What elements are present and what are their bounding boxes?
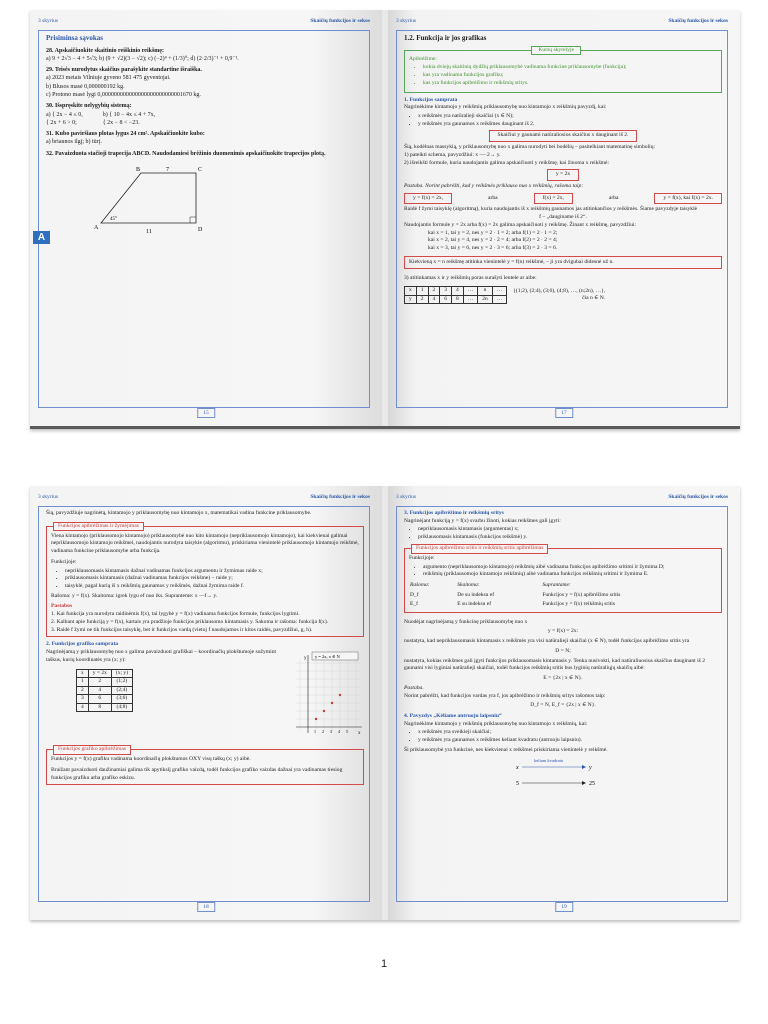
list-item: • x reikšmės yra natūralieji skaičiai (x ∈ N); [418,113,722,121]
table-cell: … [463,287,478,296]
definition-caption: Funkcijos grafiko apibrėžimas [53,745,131,755]
x-axis-label: x [358,731,361,737]
table-header-cell: x [77,669,89,678]
header-topic: Skaičių funkcijos ir sekos [668,494,728,500]
notation-table [409,581,717,610]
x-tick: 1 [314,729,316,735]
trapezoid-figure [86,161,226,241]
page-header [38,494,370,506]
table-cell: Funkcijos y = f(x) reikšmių sritis [542,601,615,608]
calc-line: kai x = 1, tai y = 2, nes y = 2 · 1 = 2; arba f(1) = 2 · 1 = 2; [428,229,558,236]
table-cell: 2n [478,295,493,304]
section-heading: 4. Pavyzdys „Kėliame antruoju laipsniu“ [404,712,502,719]
list-item: • argumento (nepriklausomojo kintamojo) reikšmių aibė vadinama funkcijos apibrėžimo sritimi ir žymima D; [423,564,717,572]
list-item: • reikšmių (priklausomojo kintamojo reikšmių) aibė vadinama funkcijos reikšmių sritimi ir žymima E. [423,571,717,579]
body-text: Šią, kodėlnas massykią, y priklausomybę nuo x galima nurodyti bei bodėlių – pasitelkiant matematinę simbolių: [404,144,656,151]
table-cell: n [478,287,493,296]
arrow-head-icon [582,765,586,769]
table-cell: 2 [416,295,428,304]
y-axis-label: y [304,656,307,662]
notes-title: Pastabos [51,603,73,610]
top-side-length: 7 [166,166,169,173]
graph-point [315,718,317,720]
list-item: • y reikšmės yra gaunamos x reikšmes keliant kvadratu (antruoju laipsniu). [418,737,722,745]
table-cell: … [492,295,507,304]
bottom-side-length: 11 [146,228,152,235]
exercise-29-c: c) Protono masė lygi 0,000000000000000000000000001670 kg. [46,91,201,98]
table-cell: … [463,295,478,304]
lesson-title: 1.2. Funkcija ir jos grafikas [404,34,487,42]
table-cell: E su indeksu ef [457,601,492,608]
scheme-to: 25 [589,780,595,787]
x-tick: 5 [346,729,348,735]
page-right-17 [388,10,740,426]
functions-label: Funkcijoje: [51,558,77,565]
body-text: nustatyta, kad nepriklausomasis kintamasis x reikšmės yra visi natūralieji skaičiai (x ∈ N), todėl funkcijos apibrėžimo sritis yra [404,638,690,645]
definition-box [46,522,364,638]
list-item: • priklausomasis kintamasis (funkcijos reikšmė) y. [418,534,722,542]
definition-text: Braižant pavaizduoti daužinamiai galima tik apytikslį grafiko vaizdą, todėl funkcijos grafiko vaizdas dažnai yra vadinamas tiesiog funkcijos grafiku arba grafiko eskizu. [51,766,343,781]
page-number: 18 [197,902,215,912]
table-cell: 4 [77,703,89,712]
graph-point [331,702,333,704]
graph-definition-box [46,746,364,785]
section-heading: 3. Funkcijos apibrėžimo ir reikšmių sritys [404,510,504,516]
page-header [396,494,728,506]
table-cell: x [405,287,417,296]
page-content [46,34,364,244]
set-notation: {(1;2), (2;4), (3;6), (4;8), …, (n;2n), …}, [513,287,606,294]
exercise-28 [46,47,364,64]
exercise-28-title: 28. Apskaičiuokite skaitinio reiškinio reikšmę: [46,47,164,54]
table-cell: … [492,287,507,296]
scheme-y: y [589,764,592,771]
boxed-statement: Kiekvieną x = n reikšmę atitinka vienintelė y = f(n) reikšmė, – ji yra dvigubai didesnė už n. [404,256,722,270]
list-item: • x reikšmės yra sveikieji skaičiai; [418,729,722,737]
book-spread-top [30,10,740,429]
exercise-29-title: 29. Teisės nurodytus skaičius parašykite standartine išraiška. [46,67,202,74]
table-cell: 3 [440,287,452,296]
page-content [404,510,722,792]
table-cell: (1;2) [111,678,132,687]
graph-table [76,669,133,713]
exercise-29-b: b) Blusos masė 0,000000192 kg. [46,83,125,90]
graph-legend: y = 2x, x ∈ N [315,654,340,660]
x-tick: 3 [330,729,332,735]
page-number: 19 [555,902,573,912]
table-header-cell: y = 2x [88,669,111,678]
function-graph [292,649,364,739]
column-header: Suprantame: [542,582,571,589]
header-chapter: 3 skyrius [38,494,59,500]
side-marker-a: A [33,231,50,244]
definition-text: Viena kintamojo (priklausomojo kintamojo) priklausomybė nuo kito kintamojo (nepriklausomojo kintamojo), kai kiekvienai galimai nepriklausomojo kintamojo reikšmei, naudojantis nurodyta taisykle (algoritmu), priskiriama vienintelė priklausomojo kintamojo reikšmė, vadinama funkcine priklausomybe arba funkcija. [51,532,359,555]
page-header [38,18,370,30]
arrow-head-icon [582,781,586,785]
list-item: • taisyklė, pagal kurią iš x reikšmių gaunamos y reikšmės, dažnai žymima raide f. [65,583,359,591]
header-chapter: 3 skyrius [396,18,417,24]
exercise-32-title: 32. Pavaizduota stačioji trapecija ABCD. Naudodamiesi brėžinio duomenimis apskaičiuokite trapecijos plotą. [46,150,326,157]
definition-box [404,544,722,613]
body-text: 1) pateikti schema, pavyzdžiui: x —·2→ y. [404,151,501,158]
exercise-30-title: 30. Išspręskite nelygybių sistemą: [46,103,132,110]
definition-text: Funkcijos y = f(x) grafiku vadinama koordinačių plokštumos OXY visų taškų (x; y) aibė. [51,756,251,763]
note-item: 2. Kalbant apie funkciją y = f(x), kartais yra pradžioje funkcijos priklausomo kintamasis y. Sakoma ir rašoma: funkcija f(x). [51,618,329,625]
scheme-from: 5 [516,780,519,787]
or-word: arba [608,194,619,201]
table-cell: 4 [428,295,440,304]
formula: E = {2x | x ∈ N}. [543,675,583,682]
goal-item: • kas yra funkcijos apibrėžimo ir reikšmių sritys. [423,80,717,88]
list-item: • nepriklausomasis kintamasis dažnai vadinamas funkcijos argumentu ir žymimas raide x; [65,568,359,576]
x-tick: 4 [338,729,340,735]
exercise-29-a: a) 2023 metais Vilniuje gyveno 581 475 gyventojai. [46,75,171,82]
note-text: Norint pabrėžti, kad funkcijos vardas yra f, jos apibrėžimo ir reikšmių sritys rašomos taip: [404,692,606,699]
exercise-30-a1: a) { 2x − 4 ≤ 0, [46,111,83,118]
table-cell: 1 [77,678,89,687]
body-text: Nuodėjat nagrinėjamą y funkcinę priklausomybę nuo x [404,618,528,625]
mapping-scheme [494,755,614,789]
section-title: Prisiminsa sąvokas [46,34,103,42]
column-header: Rašoma: [410,582,430,589]
table-cell: Funkcijos y = f(x) apibrėžimo sritis [542,591,621,598]
table-cell: 4 [88,686,111,695]
exercise-31 [46,130,364,147]
vertex-d: D [198,226,203,233]
header-topic: Skaičių funkcijos ir sekos [310,18,370,24]
table-cell: De su indeksu ef [457,591,495,598]
list-item: • priklausomasis kintamasis (dažnai vadinamas funkcijos reikšme) – raide y; [65,575,359,583]
calc-line: kai x = 2, tai y = 4, nes y = 2 · 2 = 4; arba f(2) = 2 · 2 = 4; [428,237,558,244]
note-item: 3. Raidė f žymi ne tik funkcijos taisyklę, bet ir funkcijos vardą (vietoj f naudojamos ir kitos raidės, pavyzdžiui, g, h). [51,626,313,633]
set-condition: čia n ∈ N. [582,295,606,302]
graph-point [339,694,341,696]
table-cell: 8 [452,295,464,304]
body-text: Nagrinėjamą y priklausomybę nuo x galima pavaizduoti grafiškai – koordinačių plokštumoje sužymint taškus, kurių koordinatės yra (x; y): [46,649,277,663]
page-right-19 [388,486,740,920]
section-heading: 1. Funkcijos samprata [404,96,458,103]
exercise-31-body: a) briaunos ilgį; b) tūrį. [46,139,102,146]
formula-box: y = f(x) = 2x, [404,193,452,205]
body-text: Nagrinėkime kintamojo y reikšmių priklausomybę nuo kintamojo x reikšmių, kai: [404,720,588,727]
page-number: 15 [197,408,215,418]
exercise-32 [46,150,364,158]
exercise-30 [46,102,364,127]
table-cell: D_f [410,591,419,598]
formula-box: f(x) = 2x, [534,193,573,205]
body-text: Ši priklausomybė yra funkcinė, nes kiekvienai x reikšmei priskiriama vienintelė y reikšmė. [404,746,608,753]
note-title: Pastaba. [404,684,424,691]
body-text: Naudojantis formule y = 2x arba f(x) = 2x galima apskaičiuoti y reikšmę. Žinant x reikšmę, pavyzdžiui: [404,221,637,228]
formula-box: y = f(x), kai f(x) = 2x. [654,193,722,205]
header-topic: Skaičių funkcijos ir sekos [310,494,370,500]
page-content [404,34,722,304]
goals-caption: Kursų skyrelyje [531,46,581,56]
exercise-29 [46,66,364,99]
section-heading: 2. Funkcijos grafiko samprata [46,641,119,648]
value-table [404,286,507,304]
table-cell: 4 [452,287,464,296]
formula: D = N; [555,647,571,654]
table-cell: 2 [77,686,89,695]
definition-caption: Funkcijos apibrėžimo sritis ir reikšmių sritis apibrėžimas [411,544,548,554]
scheme-x: x [516,764,519,771]
exercise-30-b2: { 2x − 8 < −23. [102,119,140,126]
scheme-label: keliam kvadratu [534,757,564,763]
angle-label: 45° [110,216,117,222]
graph-grid [296,659,360,731]
table-cell: 6 [440,295,452,304]
goals-box [404,46,722,93]
table-cell: (4;8) [111,703,132,712]
body-text: nustatyta, kokias reikšmes gali įgyti funkcijos priklausomasis kintamasis y. Tenka nusivokti, kad natūraliuosius skaičius dauginant iš 2 gaunami visi lyginiai natūralieji skaičiai, todėl funkcijos reikšmių sritis bus lyginių natūraliųjų skaičių aibė: [404,657,706,672]
functions-label: Funkcijoje: [409,554,435,561]
table-cell: y [405,295,417,304]
vertex-c: C [198,166,203,173]
formula: y = f(x) = 2x: [547,628,579,635]
exercise-28-body: a) 9 + 2√3 − 4 + 5√3; b) (9 + √2)(3 − √2); c) (−2)⁴ + (1/3)⁰; d) (2·2/3)⁻¹ + 0,9⁻¹. [46,55,239,62]
vertex-b: B [136,166,141,173]
exercise-31-title: 31. Kubo paviršiaus plotas lygus 24 cm². Apskaičiuokite kubo: [46,131,205,138]
list-item: • nepriklausomasis kintamasis (argumentas) x; [418,526,722,534]
book-spread-bottom [30,486,740,920]
header-chapter: 3 skyrius [396,494,417,500]
table-cell: E_f [410,601,418,608]
body-text: f – „dauginame iš 2“. [539,214,587,221]
table-cell: 8 [88,703,111,712]
table-cell: 1 [416,287,428,296]
table-cell: (2;4) [111,686,132,695]
header-chapter: 3 skyrius [38,18,59,24]
goal-item: • kokia dviejų skaitinių dydžių priklausomybė vadinama funkcine priklausomybe (funkcija); [423,64,717,72]
note-item: 1. Kai funkcija yra nurodyta raidinėmis f(x), tai lygybė y = f(x) vadinama funkcijos formule, funkcijos lygtimi. [51,611,300,618]
intro-text: Šią, pavyzdžiuje nagrinėtą, kintamojo y priklausomybę nuo kintamojo x, matematikai vadina funkcine priklausomybe. [46,510,312,516]
formula-box: y = 2x [547,169,579,181]
goal-item: • kas yra vadinama funkcijos grafiku; [423,72,717,80]
body-text: 2) išreikšti formule, kuria naudojantis galima apskaičiuoti y reikšmę, kai žinoma x reikšmė: [404,159,610,166]
page-left-18 [30,486,382,920]
page-header [396,18,728,30]
boxed-statement: Skaičiui y gaunami natūraliosios skaičius x dauginant iš 2. [489,130,638,142]
x-tick: 2 [322,729,324,735]
intro-text: Nagrinėjant funkciją y = f(x) svarbu žinoti, kokias reikšmes gali įgyti: [404,517,561,524]
trapezoid-shape [101,173,196,223]
note-text: Pastaba. Norint pabrėžti, kad y reikšmės priklauso nuo x reikšmių, rašoma taip: [404,183,584,189]
sheet-page-number: 1 [380,958,388,970]
list-item: • y reikšmės yra gaunamos x reikšmes dauginant iš 2. [418,121,722,129]
table-header-cell: (x; y) [111,669,132,678]
vertex-a: A [94,224,99,231]
body-text: Raidė f žymi taisyklę (algoritmą), kuria naudojantis iš x reikšmių gaunamos jas atitinkančios y reikšmės. Šiame pavyzdyje taisyklė [404,206,698,213]
column-header: Skaitoma: [457,582,480,589]
header-topic: Skaičių funkcijos ir sekos [668,18,728,24]
table-cell: 2 [428,287,440,296]
table-cell: (3;6) [111,695,132,704]
calc-line: kai x = 3, tai y = 6, nes y = 2 · 3 = 6; arba f(3) = 2 · 3 = 6. [428,245,558,252]
page-left-15 [30,10,382,426]
body-text: 3) atitinkamas x ir y reikšmių poras surašyti lentele ar aibe: [404,275,537,282]
or-word: arba [488,194,498,201]
table-cell: 6 [88,695,111,704]
exercise-30-a2: { 2x + 6 > 0; [46,119,77,126]
formula: D_f = N, E_f = {2x | x ∈ N}. [530,702,596,709]
table-cell: 2 [88,678,111,687]
page-content [46,510,364,788]
notation-line: Rašoma: y = f(x). Skaitoma: igrek lygu ef nuo iks. Supranteme: x —f→ y. [51,592,218,599]
goals-label: Apibrėžime: [409,55,437,62]
table-cell: 3 [77,695,89,704]
exercise-30-b1: b) { 10 − 4x ≤ 4 + 7x, [102,111,156,118]
graph-point [323,710,325,712]
page-number: 17 [555,408,573,418]
definition-caption: Funkcijos apibrėžimas ir žymėjimas [53,522,144,532]
intro-text: Nagrinėkime kintamojo y reikšmių priklausomybę nuo kintamojo x reikšmių pavyzdį, kai: [404,104,607,111]
